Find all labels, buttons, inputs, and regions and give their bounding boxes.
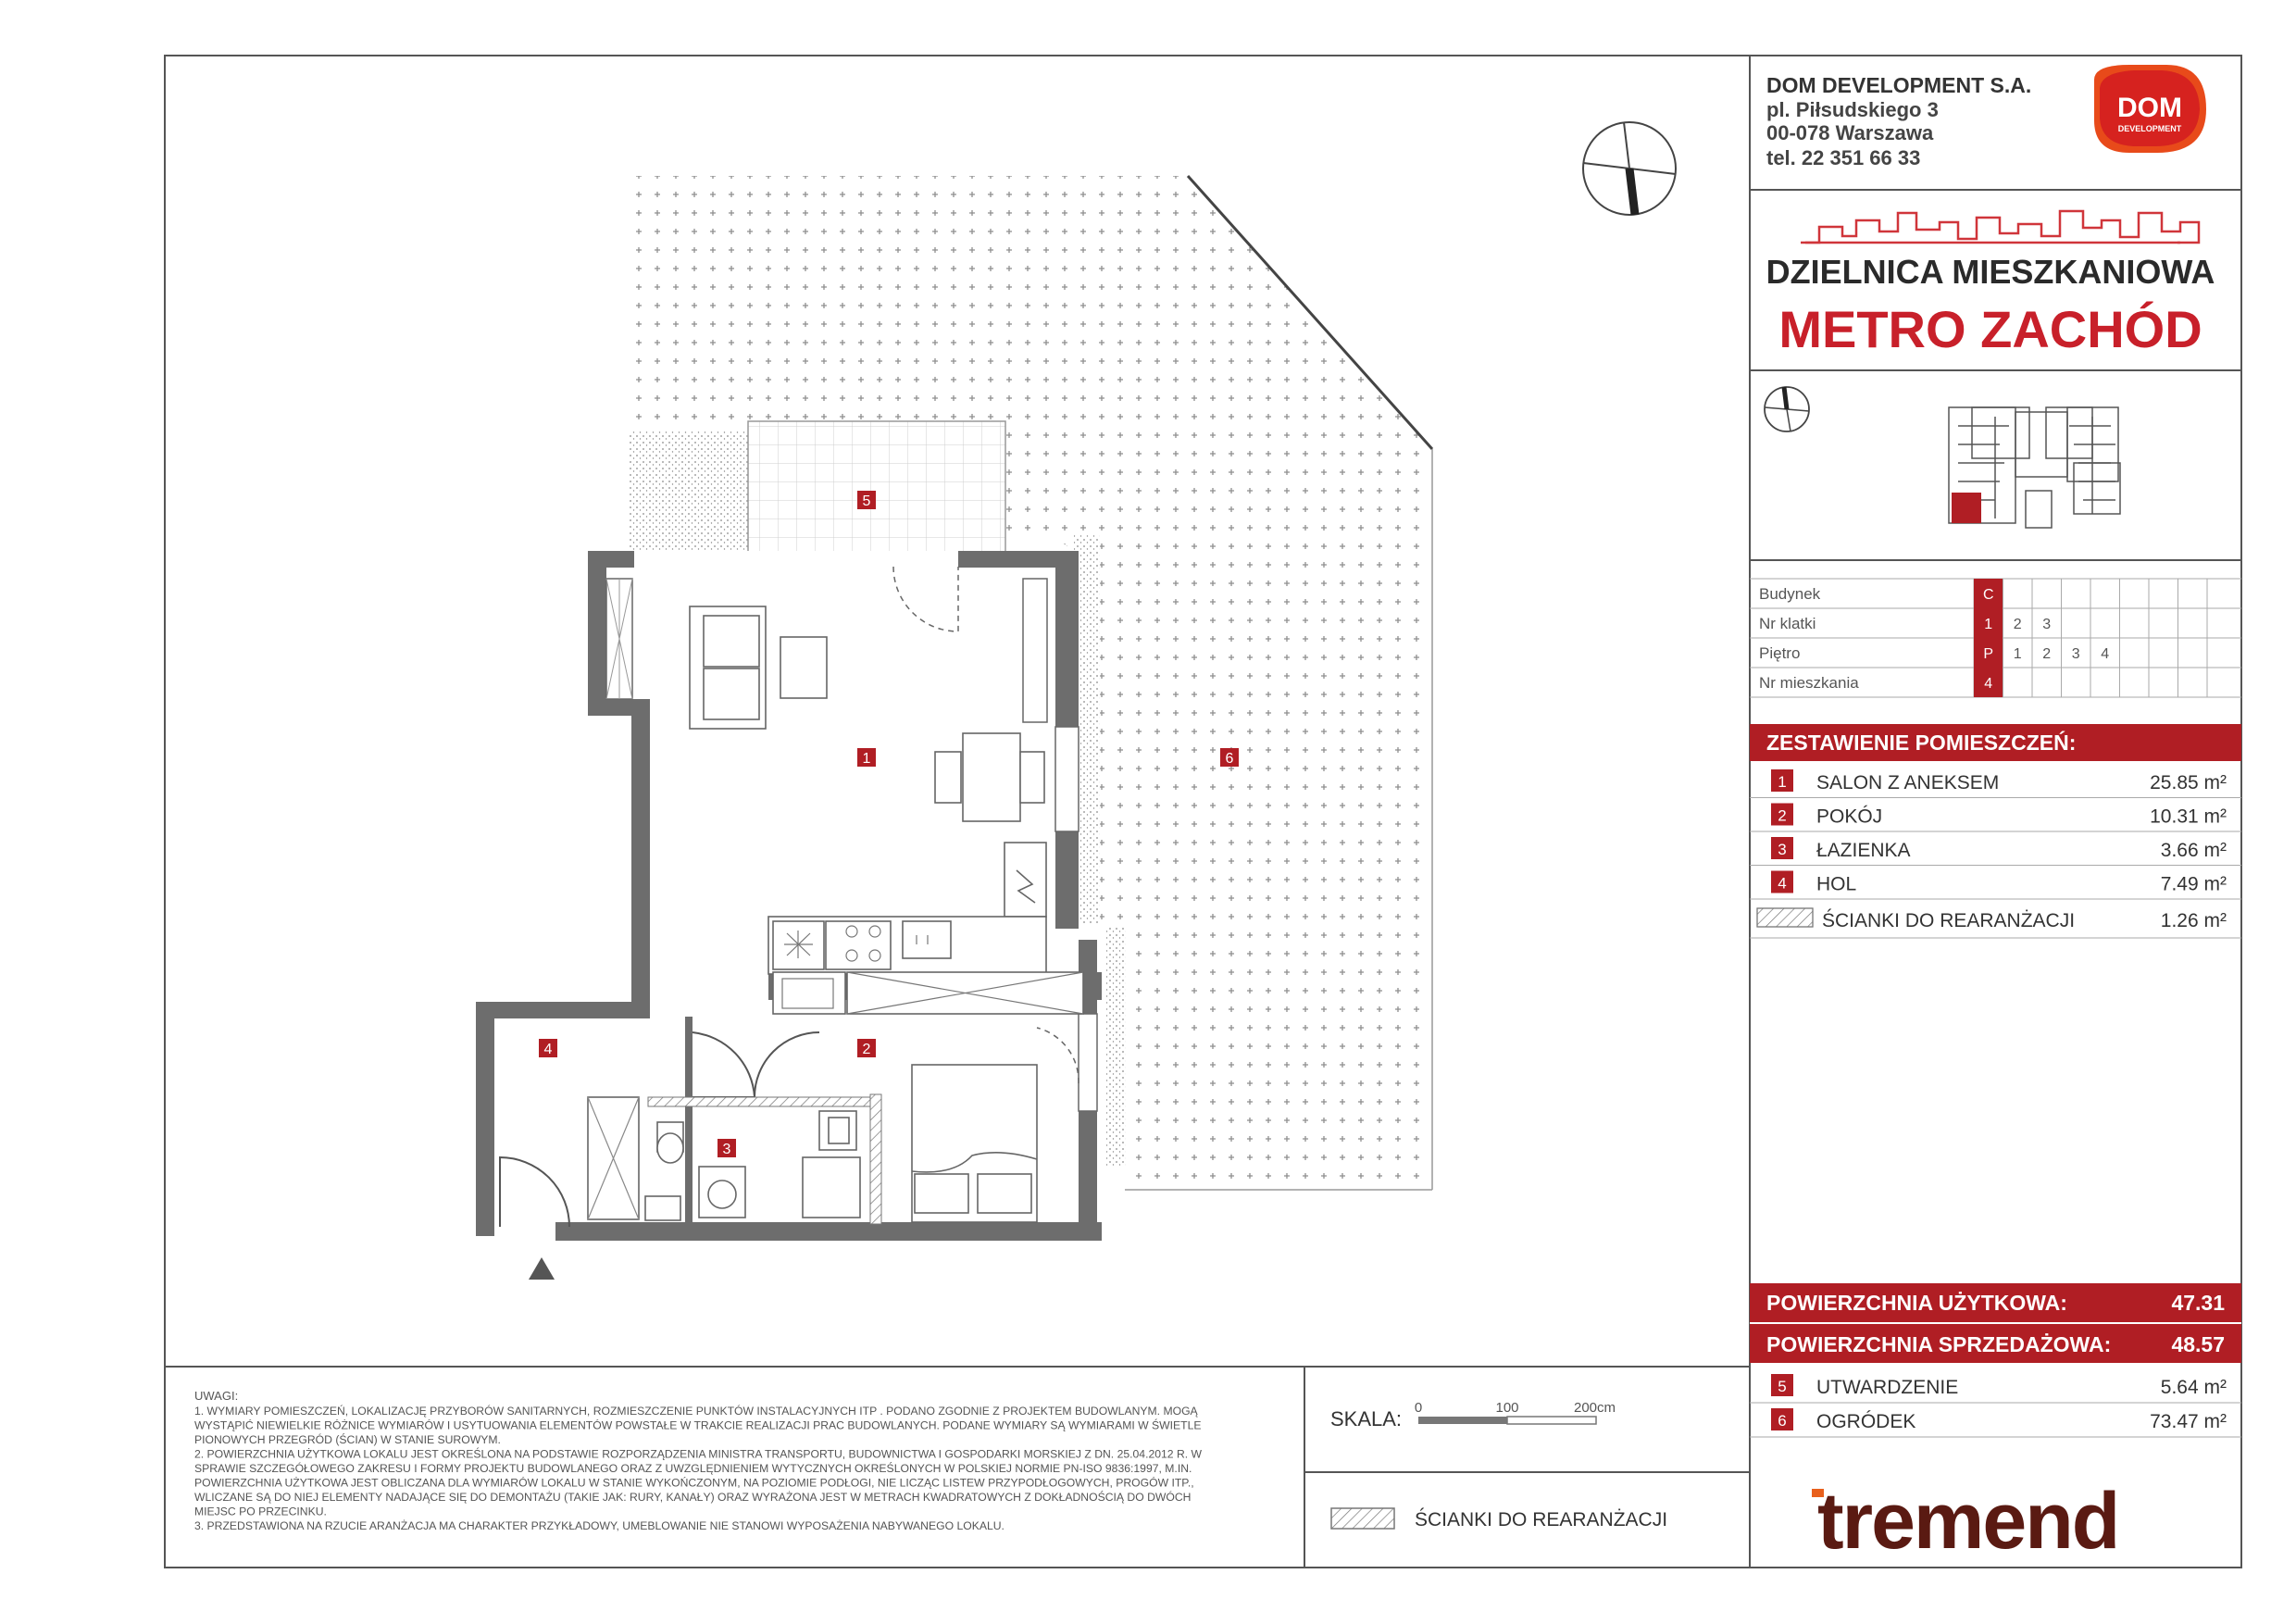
room-row xyxy=(1750,837,2241,866)
terrace-paving xyxy=(748,421,1005,565)
room-name: HOL xyxy=(1816,873,1857,895)
entrance-arrow-icon xyxy=(529,1257,555,1280)
notes-title: UWAGI: xyxy=(194,1389,239,1403)
legend-partitions-label: ŚCIANKI DO REARANŻACJI xyxy=(1415,1509,1668,1530)
note-line: 1. WYMIARY POMIESZCZEŃ, LOKALIZACJĘ PRZYBORÓW SANITARNYCH, ROZMIESZCZENIE PUNKTÓW INSTALACYJNYCH ITP . PODANO ZGODNIE Z PROJEKTEM BUDOWLANYM. MOGĄ xyxy=(194,1405,1198,1418)
info-cell: P xyxy=(1983,646,1994,662)
info-row-label: Piętro xyxy=(1759,644,1801,662)
notes xyxy=(194,1389,1203,1532)
scale-bar xyxy=(1330,1400,1616,1430)
extras-list xyxy=(1750,1374,2241,1437)
extra-name: OGRÓDEK xyxy=(1816,1411,1916,1432)
partitions-row xyxy=(1750,908,2241,938)
project-line-2: METRO ZACHÓD xyxy=(1778,300,2202,358)
note-line: WLICZANE SĄ DO NIEJ ELEMENTY NADAJĄCE SIĘ DO DEMONTAŻU (TAKIE JAK: RURY, KANAŁY) ORAZ WYRAŻONA JEST W METRACH KWADRATOWYCH Z DOKŁADNOŚCIĄ DO DWÓCH xyxy=(194,1491,1192,1504)
plan-label-2-text: 2 xyxy=(862,1042,871,1057)
room-number: 2 xyxy=(1778,806,1787,825)
room-name: POKÓJ xyxy=(1816,806,1883,828)
room-area: 7.49 m² xyxy=(2160,873,2227,895)
logo-development-text: DEVELOPMENT xyxy=(2117,124,2182,133)
rooms-list xyxy=(1750,769,2241,938)
company-name: DOM DEVELOPMENT S.A. xyxy=(1766,73,2032,97)
extra-area: 5.64 m² xyxy=(2160,1377,2227,1398)
company-city: 00-078 Warszawa xyxy=(1766,121,1934,144)
info-cell: 1 xyxy=(2013,646,2022,662)
sales-area-value: 48.57 xyxy=(2171,1332,2225,1356)
scale-tick-0: 0 xyxy=(1414,1400,1423,1416)
info-cell: 3 xyxy=(2042,617,2052,632)
partitions-name: ŚCIANKI DO REARANŻACJI xyxy=(1822,910,2076,931)
room-row xyxy=(1750,871,2241,900)
room-number: 1 xyxy=(1778,773,1787,791)
note-line: PIONOWYCH PRZEGRÓD (ŚCIAN) W STANIE SUROWYM. xyxy=(194,1433,501,1446)
room-number: 3 xyxy=(1778,841,1787,858)
extra-name: UTWARDZENIE xyxy=(1816,1377,1959,1398)
plan-label-6-text: 6 xyxy=(1225,751,1234,767)
info-row-label: Nr mieszkania xyxy=(1759,674,1859,692)
note-line: WYSTĄPIĆ NIEWIELKIE RÓŻNICE WYMIARÓW I USYTUOWANIA ELEMENTÓW POWSTAŁE W TRAKCIE REALIZACJI PRAC BUDOWLANYCH. PODANE WYMIARY SĄ WYMIARAMI W ŚWIETLE xyxy=(194,1418,1202,1432)
company-phone: tel. 22 351 66 33 xyxy=(1766,146,1921,169)
info-row-label: Budynek xyxy=(1759,585,1821,603)
building-info-table xyxy=(1750,579,2241,697)
usable-area-label: POWIERZCHNIA UŻYTKOWA: xyxy=(1766,1291,2067,1315)
room-row xyxy=(1750,769,2241,798)
key-plan xyxy=(1765,387,2120,528)
info-cell: 4 xyxy=(2101,646,2110,662)
sales-area-label: POWIERZCHNIA SPRZEDAŻOWA: xyxy=(1766,1332,2112,1356)
plan-label-1-text: 1 xyxy=(862,751,871,767)
scale-tick-100: 100 xyxy=(1495,1400,1519,1416)
partitions-legend xyxy=(1331,1508,1667,1530)
info-row-label: Nr klatki xyxy=(1759,615,1816,632)
room-area: 25.85 m² xyxy=(2150,772,2227,793)
extra-number: 6 xyxy=(1778,1412,1787,1430)
extra-row xyxy=(1750,1408,2241,1437)
scale-label: SKALA: xyxy=(1330,1407,1403,1430)
logo-dom-text: DOM xyxy=(2117,93,2182,123)
tremend-logo xyxy=(1812,1477,2118,1566)
extra-area: 73.47 m² xyxy=(2150,1411,2227,1432)
bedroom-furniture xyxy=(912,1065,1037,1222)
room-area: 3.66 m² xyxy=(2160,840,2227,861)
apartment-plan xyxy=(476,122,1676,1280)
extra-row xyxy=(1750,1374,2241,1403)
info-cell: C xyxy=(1982,587,1994,603)
info-cell: 4 xyxy=(1984,676,1993,692)
info-cell: 3 xyxy=(2071,646,2080,662)
room-area: 10.31 m² xyxy=(2150,806,2227,828)
plan-label-4-text: 4 xyxy=(543,1042,553,1057)
note-line: POWIERZCHNIA UŻYTKOWA JEST OBLICZANA DLA WYMIARÓW LOKALU W STANIE WYKOŃCZONYM, NA POZIOMIE PODŁOGI, NIE LICZĄC LISTEW PRZYPODŁOGOWYCH, PROGÓW ITP., xyxy=(194,1476,1194,1490)
room-name: ŁAZIENKA xyxy=(1816,840,1911,861)
note-line: 2. POWIERZCHNIA UŻYTKOWA LOKALU JEST OKREŚLONA NA PODSTAWIE ROZPORZĄDZENIA MINISTRA TRANSPORTU, BUDOWNICTWA I GOSPODARKI MORSKIEJ Z DN. 25.04.2012 R. W xyxy=(194,1447,1203,1461)
skyline-icon xyxy=(1801,211,2199,243)
info-cell: 1 xyxy=(1984,617,1993,632)
tremend-logo-text: tremend xyxy=(1817,1477,2119,1566)
note-line: SPRAWIE SZCZEGÓŁOWEGO ZAKRESU I FORMY PROJEKTU BUDOWLANEGO ORAZ Z UWZGLĘDNIENIEM WYTYCZNYCH OKREŚLONYCH W POLSKIEJ NORMIE PN-ISO 9836:1997, M.IN. xyxy=(194,1462,1192,1475)
partitions-area: 1.26 m² xyxy=(2160,910,2227,931)
info-cell: 2 xyxy=(2013,617,2022,632)
keyplan-highlight xyxy=(1952,493,1981,523)
rooms-header: ZESTAWIENIE POMIESZCZEŃ: xyxy=(1766,731,2077,755)
extra-number: 5 xyxy=(1778,1378,1787,1395)
room-name: SALON Z ANEKSEM xyxy=(1816,772,2000,793)
usable-area-value: 47.31 xyxy=(2171,1291,2225,1315)
compass-icon xyxy=(1583,122,1676,215)
note-line: MIEJSC PO PRZECINKU. xyxy=(194,1505,327,1518)
note-line: 3. PRZEDSTAWIONA NA RZUCIE ARANŻACJA MA CHARAKTER PRZYKŁADOWY, UMEBLOWANIE NIE STANOWI WYPOSAŻENIA NABYWANEGO LOKALU. xyxy=(194,1519,1004,1532)
info-cell: 2 xyxy=(2042,646,2052,662)
company-street: pl. Piłsudskiego 3 xyxy=(1766,98,1939,121)
plan-label-3-text: 3 xyxy=(722,1142,731,1157)
room-row xyxy=(1750,804,2241,832)
room-number: 4 xyxy=(1778,874,1787,893)
scale-tick-200: 200cm xyxy=(1574,1400,1616,1416)
project-line-1: DZIELNICA MIESZKANIOWA xyxy=(1766,253,2215,291)
dom-development-logo xyxy=(2094,65,2206,153)
plan-label-5-text: 5 xyxy=(862,493,871,509)
